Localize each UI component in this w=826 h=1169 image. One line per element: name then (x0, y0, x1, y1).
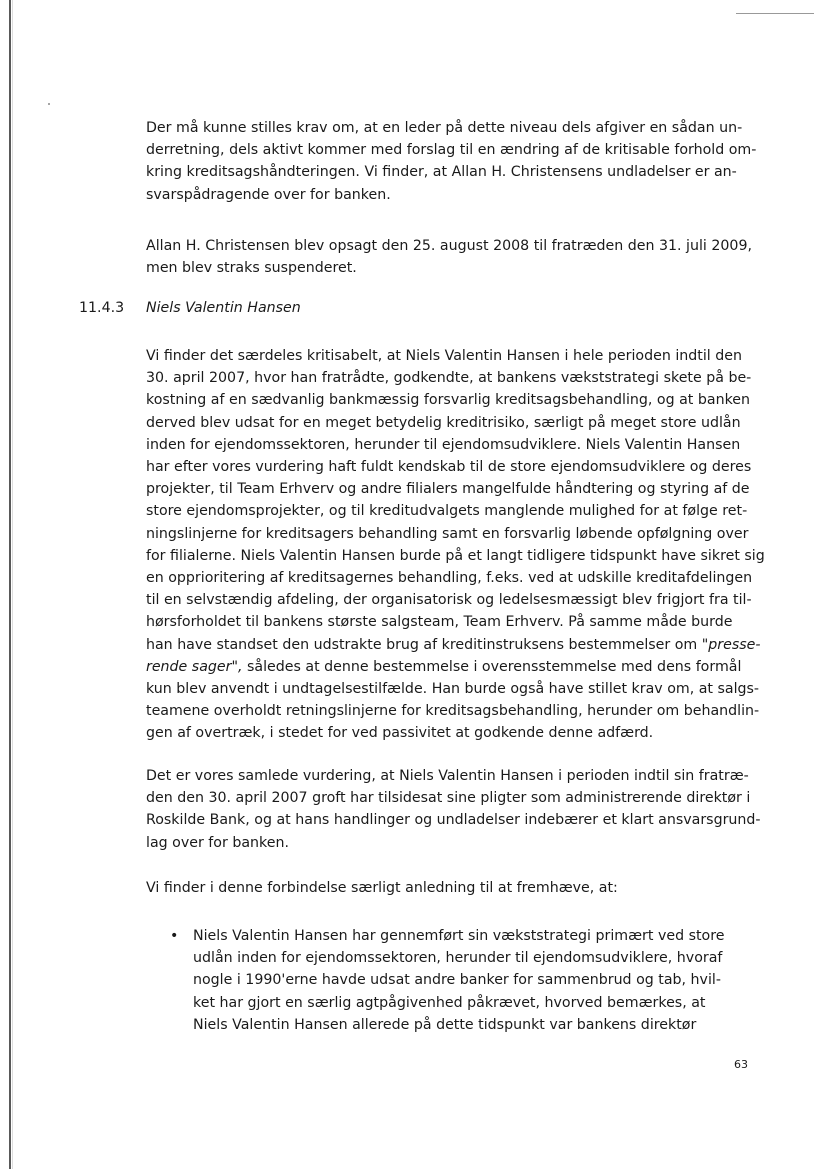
paragraph-criticism (146, 345, 765, 745)
paragraph-leader-requirements (146, 117, 756, 206)
text-fragment: således at denne bestemmelse i overensstemmelse med dens formål (242, 658, 742, 675)
text-line: den den 30. april 2007 groft har tilsidesat sine pligter som administrerende direktør i (146, 790, 751, 807)
text-line (146, 656, 756, 678)
text-line: store ejendomsprojekter, og til kreditudvalgets manglende mulighed for at følge ret- (146, 503, 748, 520)
text-line: Vi finder i denne forbindelse særligt anledning til at fremhæve, at: (146, 880, 618, 896)
scan-left-edge-shadow (12, 0, 13, 1169)
text-line: Vi finder det særdeles kritisabelt, at Niels Valentin Hansen i hele perioden indtil den (146, 348, 742, 364)
text-line: derved blev udsat for en meget betydelig kreditrisiko, særligt på meget store udlån (146, 414, 741, 431)
text-line: men blev straks suspenderet. (146, 260, 357, 277)
section-title: Niels Valentin Hansen (146, 300, 301, 316)
text-line: Roskilde Bank, og at hans handlinger og undladelser indebærer et klart ansvarsgrund- (146, 812, 761, 829)
quoted-term: rende sager", (146, 658, 243, 675)
section-number: 11.4.3 (79, 300, 125, 316)
scan-speck (48, 103, 50, 105)
text-line: nogle i 1990'erne havde udsat andre banker for sammenbrud og tab, hvil- (193, 972, 721, 989)
paragraph-intro-list (146, 877, 756, 899)
text-line: kring kreditsagshåndteringen. Vi finder, at Allan H. Christensens undladelser er an- (146, 164, 737, 181)
text-line: hørsforholdet til bankens største salgsteam, Team Erhverv. På samme måde burde (146, 614, 733, 631)
text-line: derretning, dels aktivt kommer med forslag til en ændring af de kritisable forhold om- (146, 142, 757, 159)
bullet-dot-icon: • (170, 928, 179, 944)
text-line: Allan H. Christensen blev opsagt den 25. august 2008 til fratræden den 31. juli 2009, (146, 238, 752, 254)
text-line: udlån inden for ejendomssektoren, herunder til ejendomsudviklere, hvoraf (193, 950, 723, 967)
text-line: 30. april 2007, hvor han fratrådte, godkendte, at bankens vækststrategi skete på be- (146, 370, 752, 387)
text-line: for filialerne. Niels Valentin Hansen burde på et langt tidligere tidspunkt have sikret sig (146, 547, 765, 564)
text-line: ningslinjerne for kreditsagers behandling samt en forsvarlig løbende opfølgning over (146, 525, 749, 542)
scan-left-edge (9, 0, 11, 1169)
text-line: Niels Valentin Hansen allerede på dette tidspunkt var bankens direktør (193, 1016, 697, 1033)
header-rule (736, 13, 814, 14)
text-line: har efter vores vurdering haft fuldt kendskab til de store ejendomsudviklere og deres (146, 459, 752, 476)
quoted-term: "presse- (701, 636, 761, 653)
text-line: lag over for banken. (146, 834, 289, 851)
text-line: svarspådragende over for banken. (146, 186, 391, 203)
text-line: en opprioritering af kreditsagernes behandling, f.eks. ved at udskille kreditafdelingen (146, 570, 753, 587)
text-line: ket har gjort en særlig agtpågivenhed påkrævet, hvorved bemærkes, at (193, 994, 706, 1011)
bullet-item (193, 925, 753, 1036)
paragraph-overall-assessment (146, 765, 761, 854)
text-fragment: han have standset den udstrakte brug af kreditinstruksens bestemmelser om (146, 636, 698, 653)
text-line: til en selvstændig afdeling, der organisatorisk og ledelsesmæssigt blev frigjort fra til- (146, 592, 752, 609)
text-line: Der må kunne stilles krav om, at en leder på dette niveau dels afgiver en sådan un- (146, 120, 743, 136)
text-line: Niels Valentin Hansen har gennemført sin vækststrategi primært ved store (193, 928, 725, 944)
text-line: kun blev anvendt i undtagelsestilfælde. Han burde også have stillet krav om, at salgs- (146, 681, 760, 698)
text-line: teamene overholdt retningslinjerne for kreditsagsbehandling, herunder om behandlin- (146, 703, 760, 720)
text-line: gen af overtræk, i stedet for ved passivitet at godkende denne adfærd. (146, 725, 654, 742)
text-line (146, 634, 761, 656)
text-line: inden for ejendomssektoren, herunder til ejendomsudviklere. Niels Valentin Hansen (146, 436, 741, 453)
text-line: projekter, til Team Erhverv og andre filialers mangelfulde håndtering og styring af de (146, 481, 750, 498)
page-number: 63 (734, 1058, 748, 1071)
text-line: kostning af en sædvanlig bankmæssig forsvarlig kreditsagsbehandling, og at banken (146, 392, 751, 409)
text-line: Det er vores samlede vurdering, at Niels Valentin Hansen i perioden indtil sin fratræ- (146, 768, 749, 784)
paragraph-dismissal (146, 235, 756, 279)
